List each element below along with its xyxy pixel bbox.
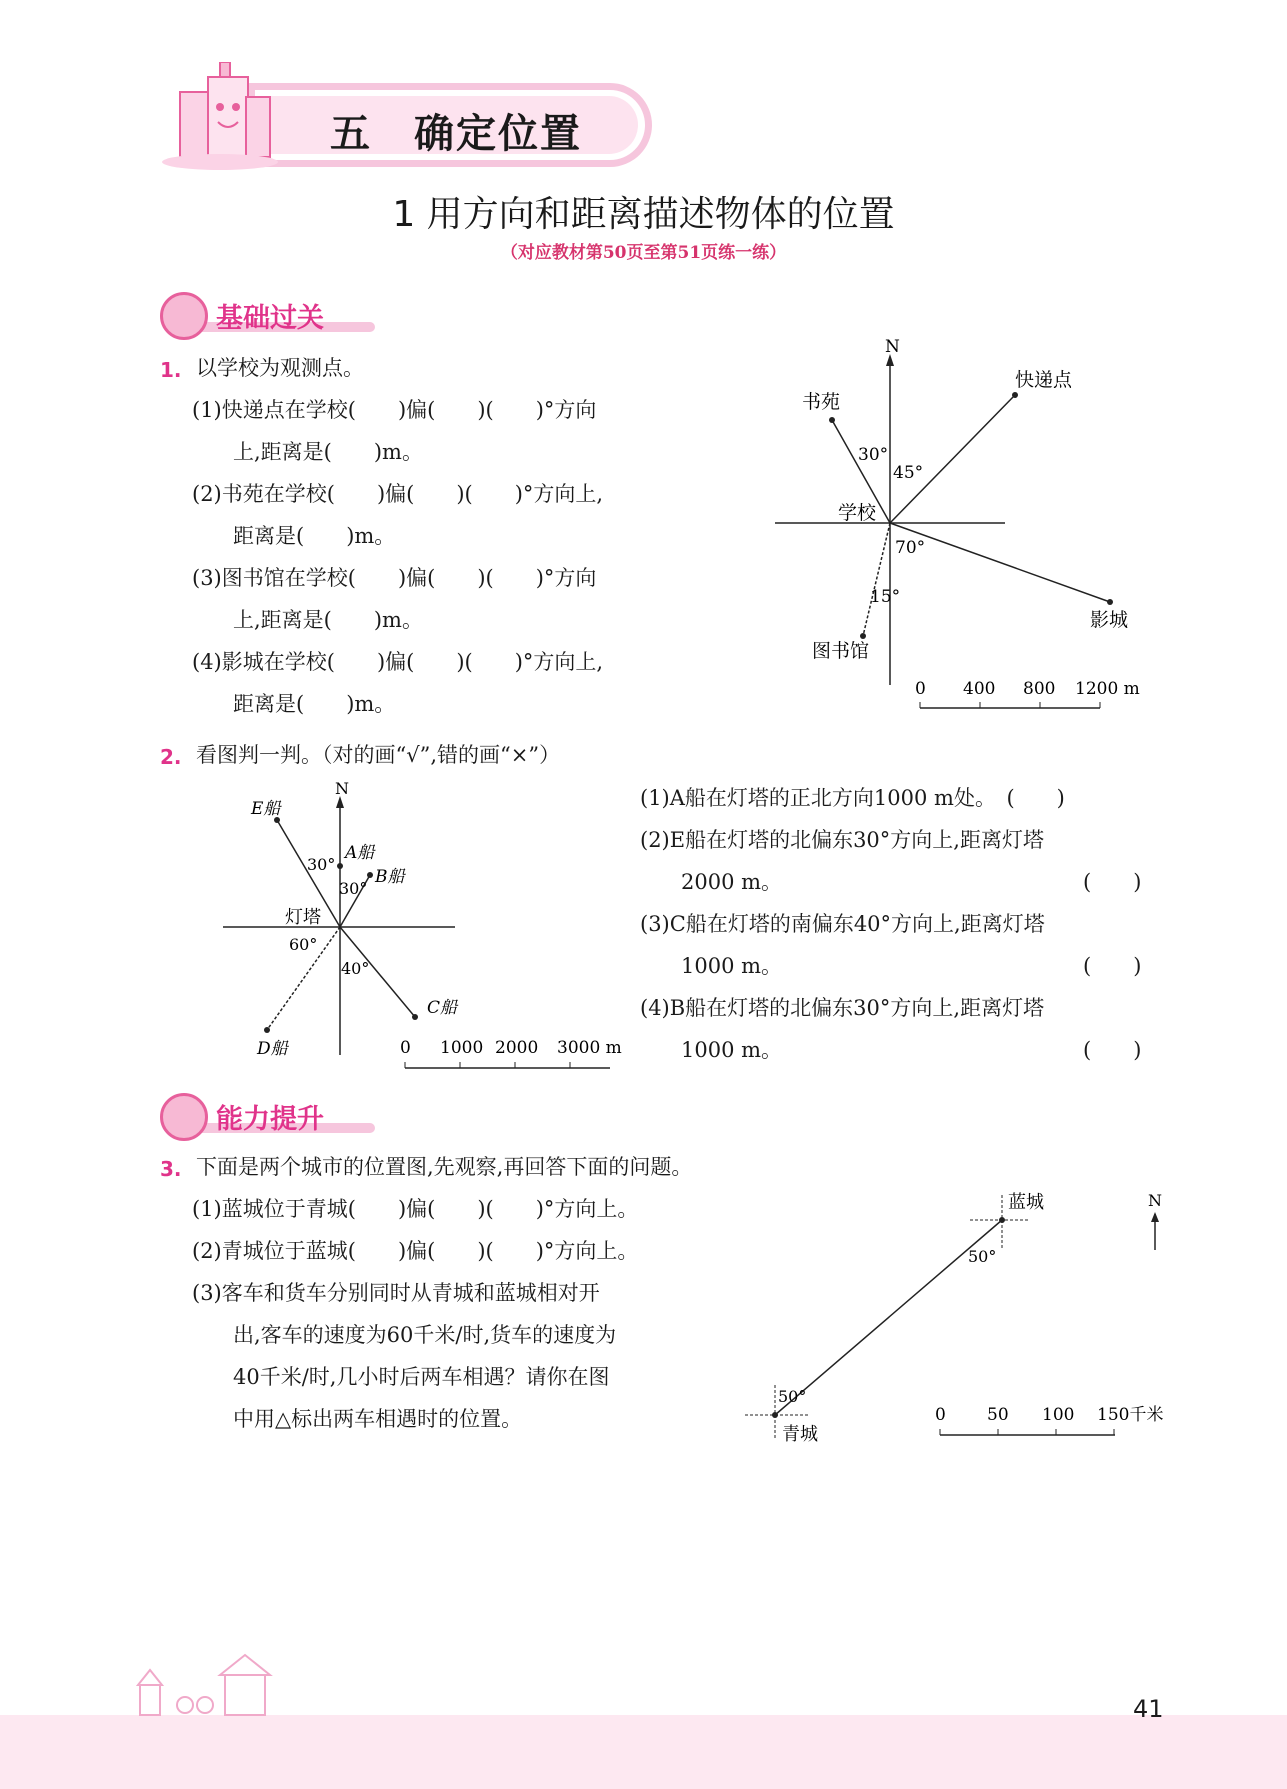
q1-ray-library [863, 523, 890, 636]
section-advanced-badge-icon [160, 1093, 208, 1141]
q2-angle-b: 30° [339, 879, 368, 898]
q2-ship-diagram [215, 780, 635, 1070]
q3-angle-bottom: 50° [778, 1387, 807, 1406]
section-basic-badge-icon [160, 292, 208, 340]
building-illustration-icon [160, 62, 280, 172]
q3-city-lan: 蓝城 [1008, 1192, 1044, 1213]
q1-line-6: 上,距离是( )m。 [233, 608, 423, 632]
q1-scale-1200: 1200 m [1075, 679, 1140, 699]
q2-angle-d: 60° [289, 935, 318, 954]
footer-houses-illustration-icon [120, 1650, 300, 1720]
q2-scale-3000: 3000 m [557, 1038, 622, 1058]
q3-scale-100: 100 [1042, 1405, 1075, 1425]
q2-ship-e: E船 [251, 799, 281, 819]
q3-city-diagram [740, 1190, 1180, 1450]
q3-scale-150: 150千米 [1097, 1405, 1164, 1425]
page-number: 41 [1133, 1695, 1164, 1723]
q2-stem: 看图判一判。（对的画“√”,错的画“×”） [196, 743, 561, 767]
q1-angle-30: 30° [858, 445, 889, 465]
q1-number: 1. [160, 358, 182, 382]
q2-point-a [337, 863, 343, 869]
q3-stem: 下面是两个城市的位置图,先观察,再回答下面的问题。 [196, 1155, 693, 1179]
q3-line-1: (1)蓝城位于青城( )偏( )( )°方向上。 [192, 1197, 639, 1221]
section-advanced-title: 能力提升 [216, 1104, 324, 1135]
q1-place-express: 快递点 [1015, 369, 1073, 391]
q1-line-3: (2)书苑在学校( )偏( )( )°方向上, [192, 482, 604, 506]
q3-line-3: (3)客车和货车分别同时从青城和蓝城相对开 [192, 1281, 600, 1305]
q3-line-2: (2)青城位于蓝城( )偏( )( )°方向上。 [192, 1239, 639, 1263]
chapter-title: 五 确定位置 [330, 111, 582, 157]
footer-band [0, 1715, 1287, 1789]
q1-line-2: 上,距离是( )m。 [233, 440, 423, 464]
q2-item-2: (2)E船在灯塔的北偏东30°方向上,距离灯塔 [640, 828, 1044, 852]
q2-number: 2. [160, 745, 182, 769]
q1-north-label: N [885, 337, 900, 357]
q3-line-6: 中用△标出两车相遇时的位置。 [233, 1407, 523, 1431]
q1-line-4: 距离是( )m。 [233, 524, 396, 548]
q1-angle-45: 45° [893, 463, 924, 483]
q3-number: 3. [160, 1157, 182, 1181]
q2-angle-c: 40° [341, 959, 370, 978]
q1-place-cinema: 影城 [1090, 609, 1129, 631]
q3-line-5: 40千米/时,几小时后两车相遇？请你在图 [233, 1365, 610, 1389]
q2-north-label: N [335, 780, 349, 798]
q1-line-8: 距离是( )m。 [233, 692, 396, 716]
q3-city-qing: 青城 [782, 1424, 818, 1445]
q2-item-2-blank[interactable]: ( ) [1083, 870, 1142, 894]
q2-item-3-cont: 1000 m。 [681, 954, 783, 978]
q3-scale-50: 50 [987, 1405, 1009, 1425]
q2-item-1: (1)A船在灯塔的正北方向1000 m处。 ( ) [640, 786, 1065, 810]
q1-line-1: (1)快递点在学校( )偏( )( )°方向 [192, 398, 597, 422]
q2-item-4-blank[interactable]: ( ) [1083, 1038, 1142, 1062]
section-basic-title: 基础过关 [216, 303, 324, 334]
q3-scale-0: 0 [935, 1405, 946, 1425]
q2-ship-a: A船 [345, 843, 375, 863]
lesson-title: 1 用方向和距离描述物体的位置 [392, 194, 895, 235]
q3-line-4: 出,客车的速度为60千米/时,货车的速度为 [233, 1323, 617, 1347]
q1-scale-800: 800 [1023, 679, 1056, 699]
q1-place-library: 图书馆 [812, 640, 870, 662]
q3-angle-top: 50° [968, 1247, 997, 1266]
q2-ship-b: B船 [375, 867, 405, 887]
q2-center-label: 灯塔 [285, 907, 321, 928]
q1-place-bookstore: 书苑 [802, 391, 841, 413]
q1-stem: 以学校为观测点。 [196, 356, 364, 380]
q1-line-5: (3)图书馆在学校( )偏( )( )°方向 [192, 566, 597, 590]
q2-item-2-cont: 2000 m。 [681, 870, 783, 894]
q1-angle-70: 70° [895, 538, 926, 558]
q2-scale-0: 0 [400, 1038, 411, 1058]
q2-item-3-blank[interactable]: ( ) [1083, 954, 1142, 978]
q1-scale-0: 0 [915, 679, 926, 699]
q2-angle-e: 30° [307, 855, 336, 874]
q3-north-label: N [1148, 1191, 1162, 1210]
q1-line-7: (4)影城在学校( )偏( )( )°方向上, [192, 650, 604, 674]
q1-ray-express [890, 395, 1015, 523]
q2-ship-d: D船 [257, 1039, 288, 1059]
q2-item-4-cont: 1000 m。 [681, 1038, 783, 1062]
q2-scale-2000: 2000 [495, 1038, 539, 1058]
q2-ship-c: C船 [427, 998, 458, 1018]
lesson-subtitle: （对应教材第50页至第51页练一练） [500, 243, 787, 263]
q2-item-3: (3)C船在灯塔的南偏东40°方向上,距离灯塔 [640, 912, 1045, 936]
q1-angle-15: 15° [870, 587, 901, 607]
q2-scale-1000: 1000 [440, 1038, 484, 1058]
q1-scale-400: 400 [963, 679, 996, 699]
q1-center-label: 学校 [838, 502, 877, 524]
q1-ray-cinema [890, 523, 1110, 602]
q1-direction-diagram [760, 330, 1180, 720]
q2-item-4: (4)B船在灯塔的北偏东30°方向上,距离灯塔 [640, 996, 1045, 1020]
